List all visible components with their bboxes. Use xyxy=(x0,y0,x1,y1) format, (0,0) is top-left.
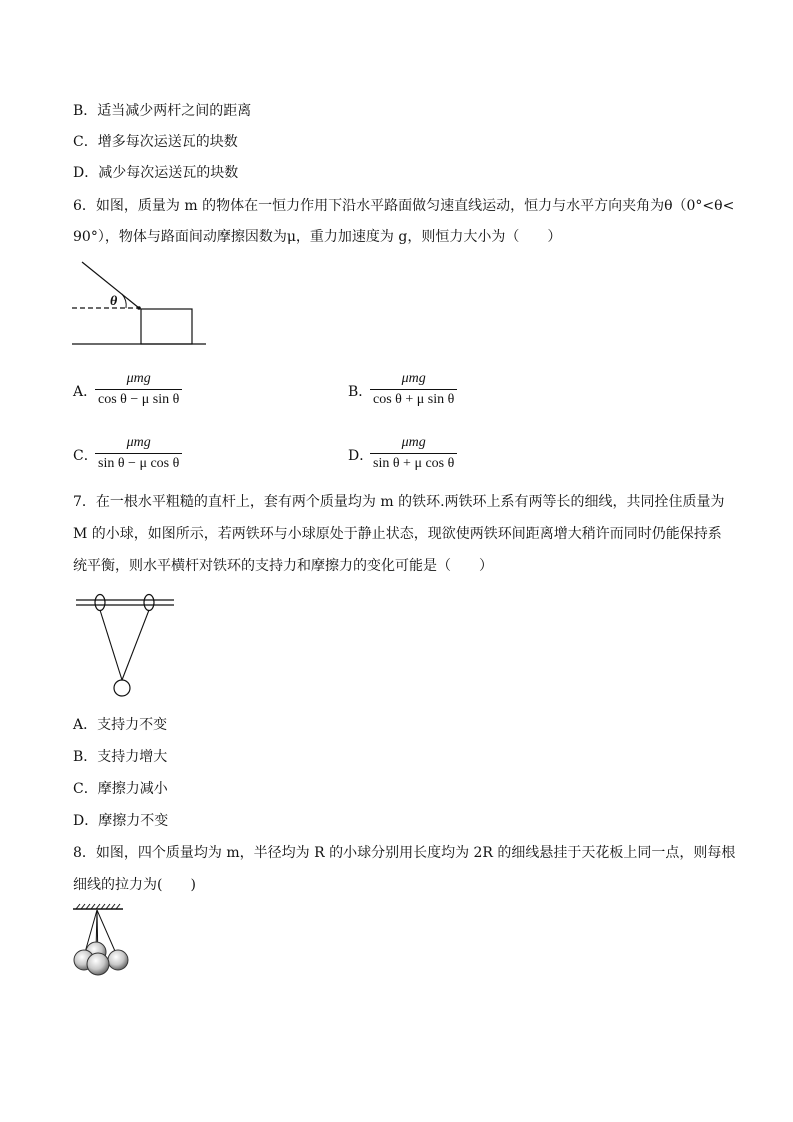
q6-b-den-a: cos θ xyxy=(373,392,402,407)
q6-option-a-numerator: μmg xyxy=(126,371,151,386)
q6-option-a-label: A． xyxy=(73,384,98,400)
q6-option-b-label: B． xyxy=(348,384,373,400)
q6-option-b-fraction xyxy=(370,371,457,408)
q6-option-c-fraction xyxy=(95,435,182,472)
q6-c-den-a: sin θ xyxy=(98,456,125,471)
q8-stem-line2: 细线的拉力为( ) xyxy=(73,877,196,893)
q6-option-d-numerator: μmg xyxy=(401,435,426,450)
q6-option-b-denominator xyxy=(370,389,457,408)
q6-d-den-op: + xyxy=(399,456,415,471)
q6-option-c-numerator: μmg xyxy=(126,435,151,450)
q6-stem-line1: 6．如图，质量为 m 的物体在一恒力作用下沿水平路面做匀速直线运动，恒力与水平方向夹角为θ（0°<θ< xyxy=(73,198,735,214)
option-b-prev: B．适当减少两杆之间的距离 xyxy=(73,103,252,119)
q7-stem-line1: 7．在一根水平粗糙的直杆上，套有两个质量均为 m 的铁环.两铁环上系有两等长的细线，共同拴住质量为 xyxy=(73,494,725,510)
q6-c-den-b: μ cos θ xyxy=(139,456,180,471)
q7-stem-line2: M 的小球，如图所示，若两铁环与小球原处于静止状态，现欲使两铁环间距离增大稍许而同时仍能保持系 xyxy=(73,526,722,542)
q6-option-d-denominator xyxy=(370,453,457,472)
theta-label: θ xyxy=(110,294,118,309)
q6-option-c-denominator xyxy=(95,453,182,472)
q6-b-den-op: + xyxy=(401,392,417,407)
q6-a-den-a: cos θ xyxy=(98,392,127,407)
q7-option-d: D．摩擦力不变 xyxy=(73,813,169,829)
q6-option-c-label: C． xyxy=(73,448,98,464)
option-c-prev: C．增多每次运送瓦的块数 xyxy=(73,134,238,150)
q7-option-b: B．支持力增大 xyxy=(73,749,168,765)
q6-option-d-label: D． xyxy=(348,448,374,464)
q6-d-den-a: sin θ xyxy=(373,456,400,471)
q6-d-den-b: μ cos θ xyxy=(414,456,455,471)
q6-stem-line2: 90°），物体与路面间动摩擦因数为μ，重力加速度为 g，则恒力大小为（ ） xyxy=(73,229,562,245)
q6-a-den-b: μ sin θ xyxy=(141,392,180,407)
q6-figure-block-force xyxy=(70,258,210,350)
q6-b-den-b: μ sin θ xyxy=(416,392,455,407)
q8-stem-line1: 8．如图，四个质量均为 m，半径均为 R 的小球分别用长度均为 2R 的细线悬挂于天花板上同一点，则每根 xyxy=(73,845,736,861)
q8-figure-four-balls xyxy=(70,906,140,978)
q7-option-a: A．支持力不变 xyxy=(73,717,168,733)
q6-option-d-fraction xyxy=(370,435,457,472)
q6-a-den-op: − xyxy=(126,392,142,407)
q6-c-den-op: − xyxy=(124,456,140,471)
q6-option-a-denominator xyxy=(95,389,182,408)
q7-figure-rings-ball xyxy=(74,592,178,700)
q6-option-a-fraction xyxy=(95,371,182,408)
q7-option-c: C．摩擦力减小 xyxy=(73,781,168,797)
option-d-prev: D．减少每次运送瓦的块数 xyxy=(73,165,239,181)
q7-stem-line3: 统平衡，则水平横杆对铁环的支持力和摩擦力的变化可能是（ ） xyxy=(73,558,493,574)
q6-option-b-numerator: μmg xyxy=(401,371,426,386)
